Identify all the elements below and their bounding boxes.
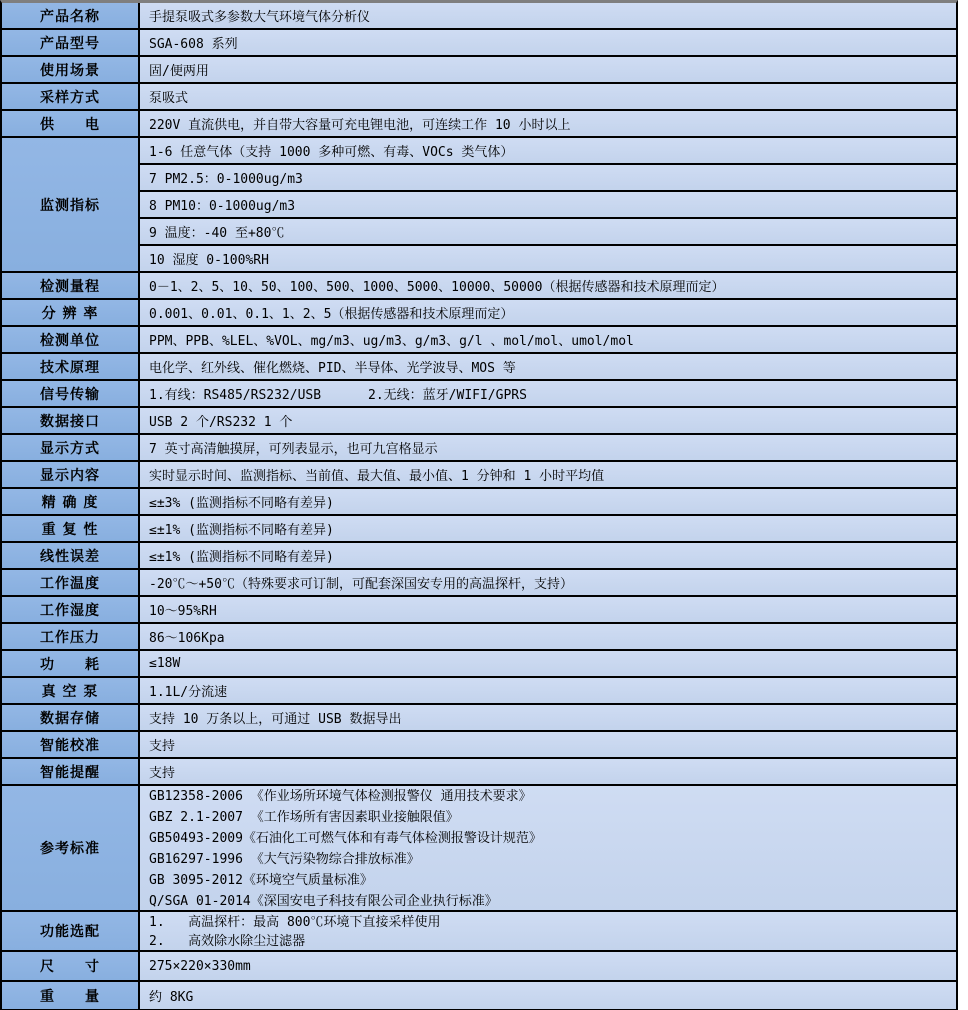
row-label: 精 确 度 xyxy=(2,489,140,514)
table-row-accuracy xyxy=(2,489,956,516)
row-value: 1.1L/分流速 xyxy=(140,678,956,703)
row-value: ≤±1% (监测指标不同略有差异) xyxy=(140,516,956,541)
standard-line: GB 3095-2012《环境空气质量标准》 xyxy=(149,873,373,888)
row-label: 检测量程 xyxy=(2,273,140,298)
table-row-detection-unit xyxy=(2,327,956,354)
table-row-working-pressure xyxy=(2,624,956,651)
row-value: 约 8KG xyxy=(140,982,956,1009)
row-subvalue: 7 PM2.5：0-1000ug/m3 xyxy=(140,165,956,192)
row-value: 0－1、2、5、10、50、100、500、1000、5000、10000、50000（根据传感器和技术原理而定） xyxy=(140,273,956,298)
row-value: -20℃～+50℃（特殊要求可订制，可配套深国安专用的高温探杆，支持） xyxy=(140,570,956,595)
row-value: 支持 xyxy=(140,732,956,757)
table-row-data-storage xyxy=(2,705,956,732)
table-row-vacuum-pump xyxy=(2,678,956,705)
row-label: 智能校准 xyxy=(2,732,140,757)
row-value: 实时显示时间、监测指标、当前值、最大值、最小值、1 分钟和 1 小时平均值 xyxy=(140,462,956,487)
table-row-model xyxy=(2,30,956,57)
row-value-group xyxy=(140,912,956,950)
row-label: 信号传输 xyxy=(2,381,140,406)
row-value: 0.001、0.01、0.1、1、2、5（根据传感器和技术原理而定） xyxy=(140,300,956,325)
table-row-usage-scene xyxy=(2,57,956,84)
table-row-smart-calibration xyxy=(2,732,956,759)
row-label: 功 耗 xyxy=(2,651,140,676)
row-value-group xyxy=(140,786,956,910)
table-row-data-interface xyxy=(2,408,956,435)
row-label: 采样方式 xyxy=(2,84,140,109)
row-label: 技术原理 xyxy=(2,354,140,379)
row-value: ≤±3% (监测指标不同略有差异) xyxy=(140,489,956,514)
row-label: 线性误差 xyxy=(2,543,140,568)
row-value: 支持 10 万条以上，可通过 USB 数据导出 xyxy=(140,705,956,730)
table-row-power-consumption xyxy=(2,651,956,678)
row-label: 重 量 xyxy=(2,982,140,1009)
row-subvalue: 10 湿度 0-100%RH xyxy=(140,246,956,271)
row-value: 泵吸式 xyxy=(140,84,956,109)
row-value: 支持 xyxy=(140,759,956,784)
row-value-group xyxy=(140,138,956,271)
row-label: 产品型号 xyxy=(2,30,140,55)
standard-line: GB12358-2006 《作业场所环境气体检测报警仪 通用技术要求》 xyxy=(149,789,532,804)
row-value: ≤18W xyxy=(140,651,956,676)
row-label: 功能选配 xyxy=(2,912,140,950)
row-subvalue: 1-6 任意气体（支持 1000 多种可燃、有毒、VOCs 类气体） xyxy=(140,138,956,165)
row-label: 数据接口 xyxy=(2,408,140,433)
table-row-optional-functions xyxy=(2,912,956,952)
row-value: 手提泵吸式多参数大气环境气体分析仪 xyxy=(140,3,956,28)
standard-line: GB16297-1996 《大气污染物综合排放标准》 xyxy=(149,852,420,867)
table-row-signal-transmission xyxy=(2,381,956,408)
row-value: SGA-608 系列 xyxy=(140,30,956,55)
row-value: 275×220×330mm xyxy=(140,952,956,980)
table-row-working-temperature xyxy=(2,570,956,597)
row-label: 尺 寸 xyxy=(2,952,140,980)
row-value: USB 2 个/RS232 1 个 xyxy=(140,408,956,433)
table-row-sampling xyxy=(2,84,956,111)
row-label: 工作压力 xyxy=(2,624,140,649)
row-value: 7 英寸高清触摸屏，可列表显示，也可九宫格显示 xyxy=(140,435,956,460)
option-line: 1. 高温探杆：最高 800℃环境下直接采样使用 xyxy=(149,915,441,930)
row-label: 检测单位 xyxy=(2,327,140,352)
row-value: PPM、PPB、%LEL、%VOL、mg/m3、ug/m3、g/m3、g/l 、mol/mol、umol/mol xyxy=(140,327,956,352)
table-row-reference-standards xyxy=(2,786,956,912)
table-row-smart-reminder xyxy=(2,759,956,786)
standard-line: GBZ 2.1-2007 《工作场所有害因素职业接触限值》 xyxy=(149,810,459,825)
row-label: 工作湿度 xyxy=(2,597,140,622)
row-label: 监测指标 xyxy=(2,138,140,271)
row-label: 显示内容 xyxy=(2,462,140,487)
row-label: 产品名称 xyxy=(2,3,140,28)
table-row-tech-principle xyxy=(2,354,956,381)
row-subvalue: 8 PM10：0-1000ug/m3 xyxy=(140,192,956,219)
option-line: 2. 高效除水除尘过滤器 xyxy=(149,934,306,949)
table-row-monitor-indicators xyxy=(2,138,956,273)
row-value: 86～106Kpa xyxy=(140,624,956,649)
table-row-product-name xyxy=(2,3,956,30)
table-row-detection-range xyxy=(2,273,956,300)
row-label: 使用场景 xyxy=(2,57,140,82)
table-row-repeatability xyxy=(2,516,956,543)
row-value: 1.有线：RS485/RS232/USB 2.无线：蓝牙/WIFI/GPRS xyxy=(140,381,956,406)
row-label: 数据存储 xyxy=(2,705,140,730)
row-value: ≤±1% (监测指标不同略有差异) xyxy=(140,543,956,568)
row-value: 10～95%RH xyxy=(140,597,956,622)
row-label: 工作温度 xyxy=(2,570,140,595)
row-label: 真 空 泵 xyxy=(2,678,140,703)
table-row-weight xyxy=(2,982,956,1009)
table-row-resolution xyxy=(2,300,956,327)
table-row-linearity-error xyxy=(2,543,956,570)
table-row-power-supply xyxy=(2,111,956,138)
row-value: 固/便两用 xyxy=(140,57,956,82)
table-row-display-mode xyxy=(2,435,956,462)
row-value: 电化学、红外线、催化燃烧、PID、半导体、光学波导、MOS 等 xyxy=(140,354,956,379)
row-subvalue: 9 温度：-40 至+80℃ xyxy=(140,219,956,246)
row-label: 分 辨 率 xyxy=(2,300,140,325)
row-label: 供 电 xyxy=(2,111,140,136)
row-label: 参考标准 xyxy=(2,786,140,910)
standard-line: Q/SGA 01-2014《深国安电子科技有限公司企业执行标准》 xyxy=(149,894,498,909)
standard-line: GB50493-2009《石油化工可燃气体和有毒气体检测报警设计规范》 xyxy=(149,831,542,846)
row-value: 220V 直流供电，并自带大容量可充电锂电池，可连续工作 10 小时以上 xyxy=(140,111,956,136)
table-row-dimensions xyxy=(2,952,956,982)
table-row-working-humidity xyxy=(2,597,956,624)
row-label: 智能提醒 xyxy=(2,759,140,784)
table-row-display-content xyxy=(2,462,956,489)
row-label: 显示方式 xyxy=(2,435,140,460)
row-label: 重 复 性 xyxy=(2,516,140,541)
